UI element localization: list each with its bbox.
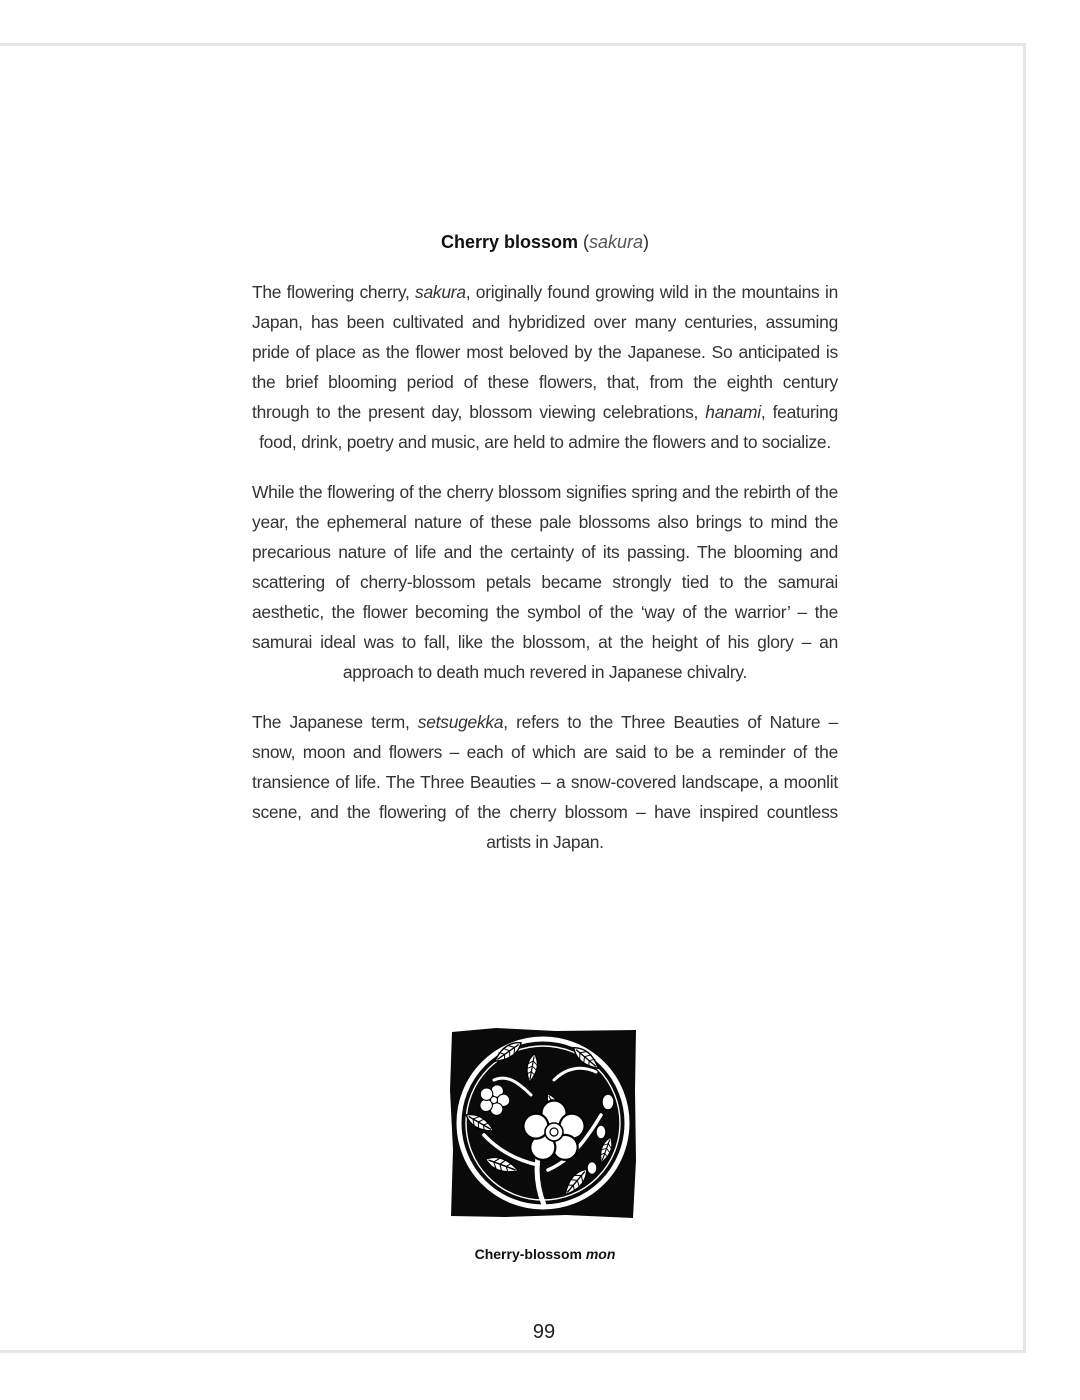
- heading-term: sakura: [589, 232, 644, 252]
- paragraph-1-term-hanami: hanami: [705, 402, 761, 422]
- heading-title: Cherry blossom: [440, 232, 578, 252]
- paragraph-3: [252, 707, 838, 857]
- heading-open-paren: (: [578, 232, 589, 252]
- paragraph-3-term-setsugekka: setsugekka: [417, 712, 504, 732]
- paragraph-3-text-b: , refers to the Three Beauties of Nature – snow, moon and flowers – each of which are said to be a reminder of the transience of life. The Three Beauties – a snow-covered landscape, a moonlit scene, and the flowering of the cherry blossom – have inspired countless artists in Japan.: [252, 712, 838, 852]
- paragraph-1-text-a: The flowering cherry,: [252, 282, 416, 302]
- paragraph-3-text-a: The Japanese term,: [252, 712, 418, 732]
- page-number: 99: [532, 1321, 556, 1343]
- paragraph-1-text-b: , originally found growing wild in the mountains in Japan, has been cultivated and hybridized over many centuries, assuming pride of place as the flower most beloved by the Japanese. So anticipated is the brief blooming period of these flowers, that, from the eighth century through to the present day, blossom viewing celebrations,: [252, 282, 838, 422]
- body-text: [252, 277, 838, 877]
- figure-caption: [340, 1246, 750, 1262]
- heading-close-paren: ): [643, 232, 650, 252]
- paragraph-2: [252, 477, 838, 687]
- paragraph-1-term-sakura: sakura: [415, 282, 466, 302]
- caption-main: Cherry-blossom: [474, 1246, 586, 1262]
- section-heading: [252, 229, 838, 255]
- paragraph-1-text-c: , featuring food, drink, poetry and music, are held to admire the flowers and to socialize.: [259, 402, 839, 452]
- paragraph-2-text: While the flowering of the cherry blossom signifies spring and the rebirth of the year, the ephemeral nature of these pale blossoms also brings to mind the precarious nature of life and the certainty of its passing. The blooming and scattering of cherry-blossom petals became strongly tied to the samurai aesthetic, the flower becoming the symbol of the ‘way of the warrior’ – the samurai ideal was to fall, like the blossom, at the height of his glory – an approach to death much revered in Japanese chivalry.: [252, 482, 838, 682]
- cherry-blossom-mon-icon: [436, 1010, 644, 1226]
- paragraph-1: [252, 277, 838, 457]
- caption-italic: mon: [585, 1246, 616, 1262]
